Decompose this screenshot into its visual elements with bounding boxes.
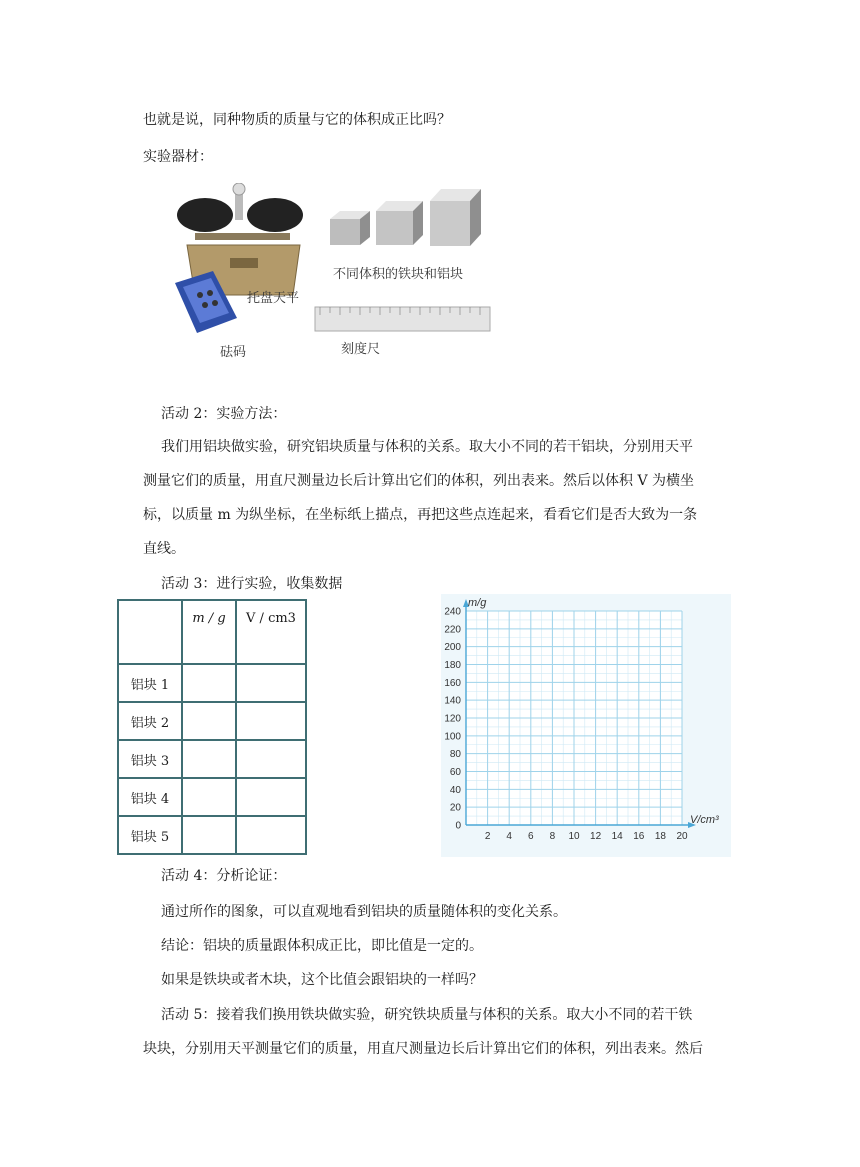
table-row: [118, 816, 306, 854]
activity5-paragraph: [143, 998, 743, 1066]
x-tick-label: 8: [549, 831, 556, 842]
table-header-cell: [118, 600, 182, 664]
row-label: 铝块 4: [118, 778, 182, 816]
volume-cell[interactable]: [236, 740, 306, 778]
x-tick-label: 16: [633, 831, 645, 842]
blocks-image: [330, 189, 481, 246]
conclusion: 结论：铝块的质量跟体积成正比，即比值是一定的。: [161, 938, 483, 954]
row-label: 铝块 3: [118, 740, 182, 778]
x-tick-label: 14: [611, 831, 623, 842]
ruler-caption: 刻度尺: [341, 342, 381, 357]
y-tick-label: 40: [449, 784, 461, 796]
activity2-line-4: 直线。: [143, 541, 185, 557]
row-label: 铝块 1: [118, 664, 182, 702]
activity2-line-2: 测量它们的质量，用直尺测量边长后计算出它们的体积，列出表来。然后以体积 V 为横坐: [143, 473, 695, 489]
data-table: [117, 599, 307, 855]
y-tick-label: 160: [444, 677, 461, 689]
row-label: 铝块 5: [118, 816, 182, 854]
y-tick-label: 220: [444, 624, 461, 636]
table-row: [118, 664, 306, 702]
y-tick-label: 80: [449, 749, 461, 761]
x-tick-label: 6: [528, 831, 534, 842]
x-tick-label: 18: [654, 831, 666, 842]
y-tick-label: 0: [455, 820, 461, 832]
activity2-paragraph: [143, 430, 743, 566]
mass-cell[interactable]: [182, 778, 236, 816]
y-axis-label: m/g: [468, 597, 487, 609]
volume-cell[interactable]: [236, 778, 306, 816]
x-tick-label: 4: [506, 831, 512, 842]
activity4-title: 活动 4：分析论证：: [161, 868, 287, 884]
mass-volume-graph: [441, 594, 731, 857]
table-header-volume: V / cm3: [236, 600, 306, 664]
table-row: [118, 778, 306, 816]
equipment-figure: [165, 183, 505, 368]
balance-caption: 托盘天平: [247, 291, 300, 306]
question-other-materials: 如果是铁块或者木块，这个比值会跟铝块的一样吗？: [161, 972, 483, 988]
ruler-image: [315, 307, 490, 331]
x-axis-label: V/cm³: [690, 814, 719, 826]
question-proportional: 也就是说，同种物质的质量与它的体积成正比吗？: [143, 112, 451, 128]
graph-svg[interactable]: [441, 594, 731, 857]
mass-cell[interactable]: [182, 664, 236, 702]
activity5-line-1: 活动 5：接着我们换用铁块做实验，研究铁块质量与体积的关系。取大小不同的若干铁: [161, 1007, 693, 1023]
table-row: [118, 702, 306, 740]
mass-cell[interactable]: [182, 740, 236, 778]
x-tick-label: 10: [568, 831, 580, 842]
volume-cell[interactable]: [236, 702, 306, 740]
row-label: 铝块 2: [118, 702, 182, 740]
volume-cell[interactable]: [236, 816, 306, 854]
activity2-line-3: 标，以质量 m 为纵坐标，在坐标纸上描点，再把这些点连起来，看看它们是否大致为一条: [143, 507, 698, 523]
x-tick-label: 12: [590, 831, 602, 842]
mass-cell[interactable]: [182, 702, 236, 740]
y-tick-label: 140: [444, 695, 461, 707]
activity3-title: 活动 3：进行实验，收集数据: [161, 576, 343, 592]
activity5-line-2: 块块，分别用天平测量它们的质量，用直尺测量边长后计算出它们的体积，列出表来。然后: [143, 1041, 703, 1057]
y-tick-label: 100: [444, 731, 461, 743]
materials-heading: 实验器材：: [143, 149, 213, 165]
y-tick-label: 180: [444, 660, 461, 671]
mass-cell[interactable]: [182, 816, 236, 854]
activity4-body: 通过所作的图象，可以直观地看到铝块的质量随体积的变化关系。: [161, 904, 567, 920]
blocks-caption: 不同体积的铁块和铝块: [333, 267, 464, 282]
volume-cell[interactable]: [236, 664, 306, 702]
table-header-mass: m / g: [182, 600, 236, 664]
y-tick-label: 20: [449, 802, 461, 814]
table-header-row: [118, 600, 306, 664]
y-tick-label: 60: [449, 767, 461, 778]
activity2-line-1: 我们用铝块做实验，研究铝块质量与体积的关系。取大小不同的若干铝块，分别用天平: [161, 439, 693, 455]
table-row: [118, 740, 306, 778]
x-tick-label: 20: [676, 831, 688, 842]
weights-caption: 砝码: [220, 345, 247, 360]
x-tick-label: 2: [484, 831, 491, 842]
y-tick-label: 120: [444, 713, 461, 725]
y-tick-label: 240: [444, 606, 461, 618]
activity2-title: 活动 2：实验方法：: [161, 406, 287, 422]
y-tick-label: 200: [444, 642, 461, 654]
